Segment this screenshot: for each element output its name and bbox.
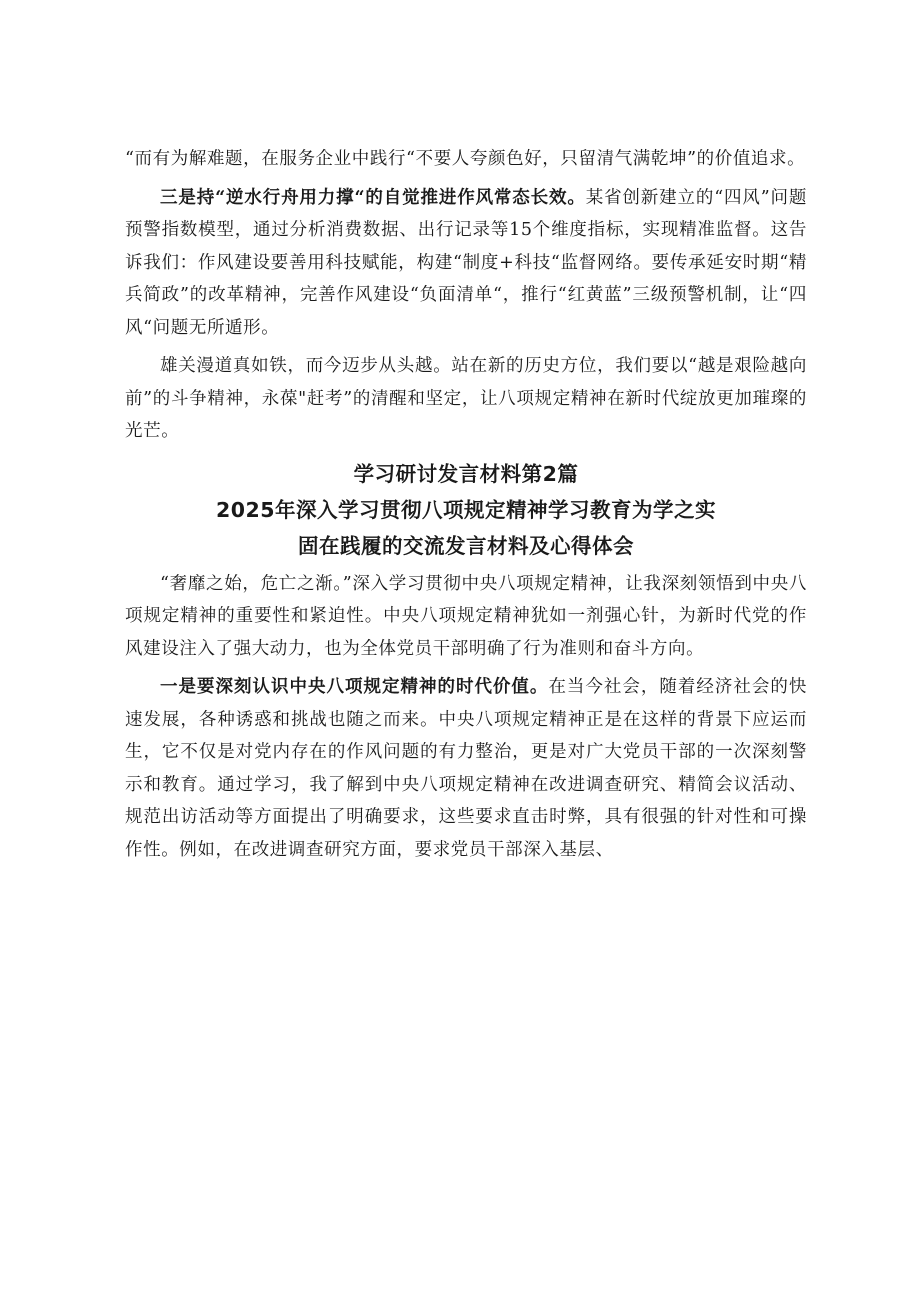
paragraph-text: 雄关漫道真如铁，而今迈步从头越。站在新的历史方位，我们要以“越是艰险越向前”的斗争精神，永葆"赶考”的清醒和坚定，让八项规定精神在新时代绽放更加璀璨的光芒。 — [125, 356, 807, 441]
paragraph — [125, 143, 807, 176]
paragraph-text: “奢靡之始，危亡之渐。”深入学习贯彻中央八项规定精神，让我深刻领悟到中央八项规定精神的重要性和紧迫性。中央八项规定精神犹如一剂强心针，为新时代党的作风建设注入了强大动力，也为全体党员干部明确了行为准则和奋斗方向。 — [125, 573, 807, 659]
article-title-line-1: 2025年深入学习贯彻八项规定精神学习教育为学之实 — [215, 497, 717, 522]
paragraph-text: 在当今社会，随着经济社会的快速发展，各种诱惑和挑战也随之而来。中央八项规定精神正是在这样的背景下应运而生，它不仅是对党内存在的作风问题的有力整治，更是对广大党员干部的一次深刻警示和教育。通过学习，我了解到中央八项规定精神在改进调查研究、精简会议活动、规范出访活动等方面提出了明确要求，这些要求直击时弊，具有很强的针对性和可操作性。例如，在改进调查研究方面，要求党员干部深入基层、 — [125, 677, 807, 860]
article-2-titles — [125, 456, 807, 564]
article-title-line-2: 固在践履的交流发言材料及心得体会 — [298, 533, 634, 558]
paragraph-text: 某省创新建立的“四风”问题预警指数模型，通过分析消费数据、出行记录等15个维度指标，实现精准监督。这告诉我们：作风建设要善用科技赋能，构建“制度+科技“监督网络。要传承延安时期“精兵简政”的改革精神，完善作风建设“负面清单“，推行“红黄蓝”三级预警机制，让“四风“问题无所遁形。 — [125, 187, 807, 338]
section-title: 学习研讨发言材料第2篇 — [353, 461, 579, 486]
paragraph-lead: 三是持“逆水行舟用力撑“的自觉推进作风常态长效。 — [160, 187, 586, 208]
paragraph — [125, 182, 807, 345]
paragraph-lead: 一是要深刻认识中央八项规定精神的时代价值。 — [160, 677, 549, 697]
article-2-body — [125, 568, 807, 867]
article-1-tail — [125, 143, 807, 448]
paragraph — [125, 671, 807, 866]
paragraph-text: “而有为解难题，在服务企业中践行“不要人夸颜色好，只留清气满乾坤”的价值追求。 — [125, 149, 806, 169]
document-page — [125, 143, 807, 866]
paragraph — [125, 568, 807, 666]
paragraph — [125, 350, 807, 448]
